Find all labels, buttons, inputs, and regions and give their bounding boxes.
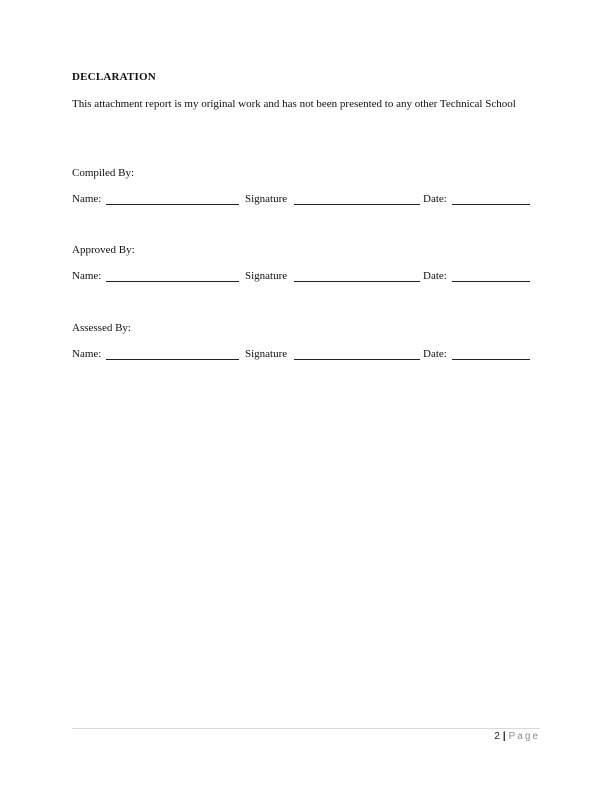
declaration-statement: This attachment report is my original work and has not been presented to any other Technical School xyxy=(72,98,516,110)
footer-divider xyxy=(72,728,540,729)
footer-separator: | xyxy=(502,731,506,742)
compiled-by-heading: Compiled By: xyxy=(72,167,135,179)
name-label: Name: xyxy=(72,348,102,360)
compiled-date-blank[interactable] xyxy=(452,204,530,205)
date-label: Date: xyxy=(423,348,447,360)
assessed-signature-blank[interactable] xyxy=(294,359,420,360)
approved-by-signature-row xyxy=(72,270,542,284)
date-label: Date: xyxy=(423,270,447,282)
assessed-by-heading: Assessed By: xyxy=(72,322,131,334)
compiled-by-signature-row xyxy=(72,193,542,207)
compiled-name-blank[interactable] xyxy=(106,204,239,205)
declaration-title: DECLARATION xyxy=(72,71,156,83)
assessed-by-signature-row xyxy=(72,348,542,362)
signature-label: Signature xyxy=(245,348,288,360)
page-number: 2 xyxy=(494,731,500,742)
page-word: Page xyxy=(508,731,540,742)
page-footer xyxy=(494,731,540,742)
signature-label: Signature xyxy=(245,270,288,282)
signature-label: Signature xyxy=(245,193,288,205)
approved-date-blank[interactable] xyxy=(452,281,530,282)
compiled-signature-blank[interactable] xyxy=(294,204,420,205)
approved-name-blank[interactable] xyxy=(106,281,239,282)
name-label: Name: xyxy=(72,270,102,282)
assessed-name-blank[interactable] xyxy=(106,359,239,360)
assessed-date-blank[interactable] xyxy=(452,359,530,360)
approved-by-heading: Approved By: xyxy=(72,244,135,256)
name-label: Name: xyxy=(72,193,102,205)
approved-signature-blank[interactable] xyxy=(294,281,420,282)
date-label: Date: xyxy=(423,193,447,205)
